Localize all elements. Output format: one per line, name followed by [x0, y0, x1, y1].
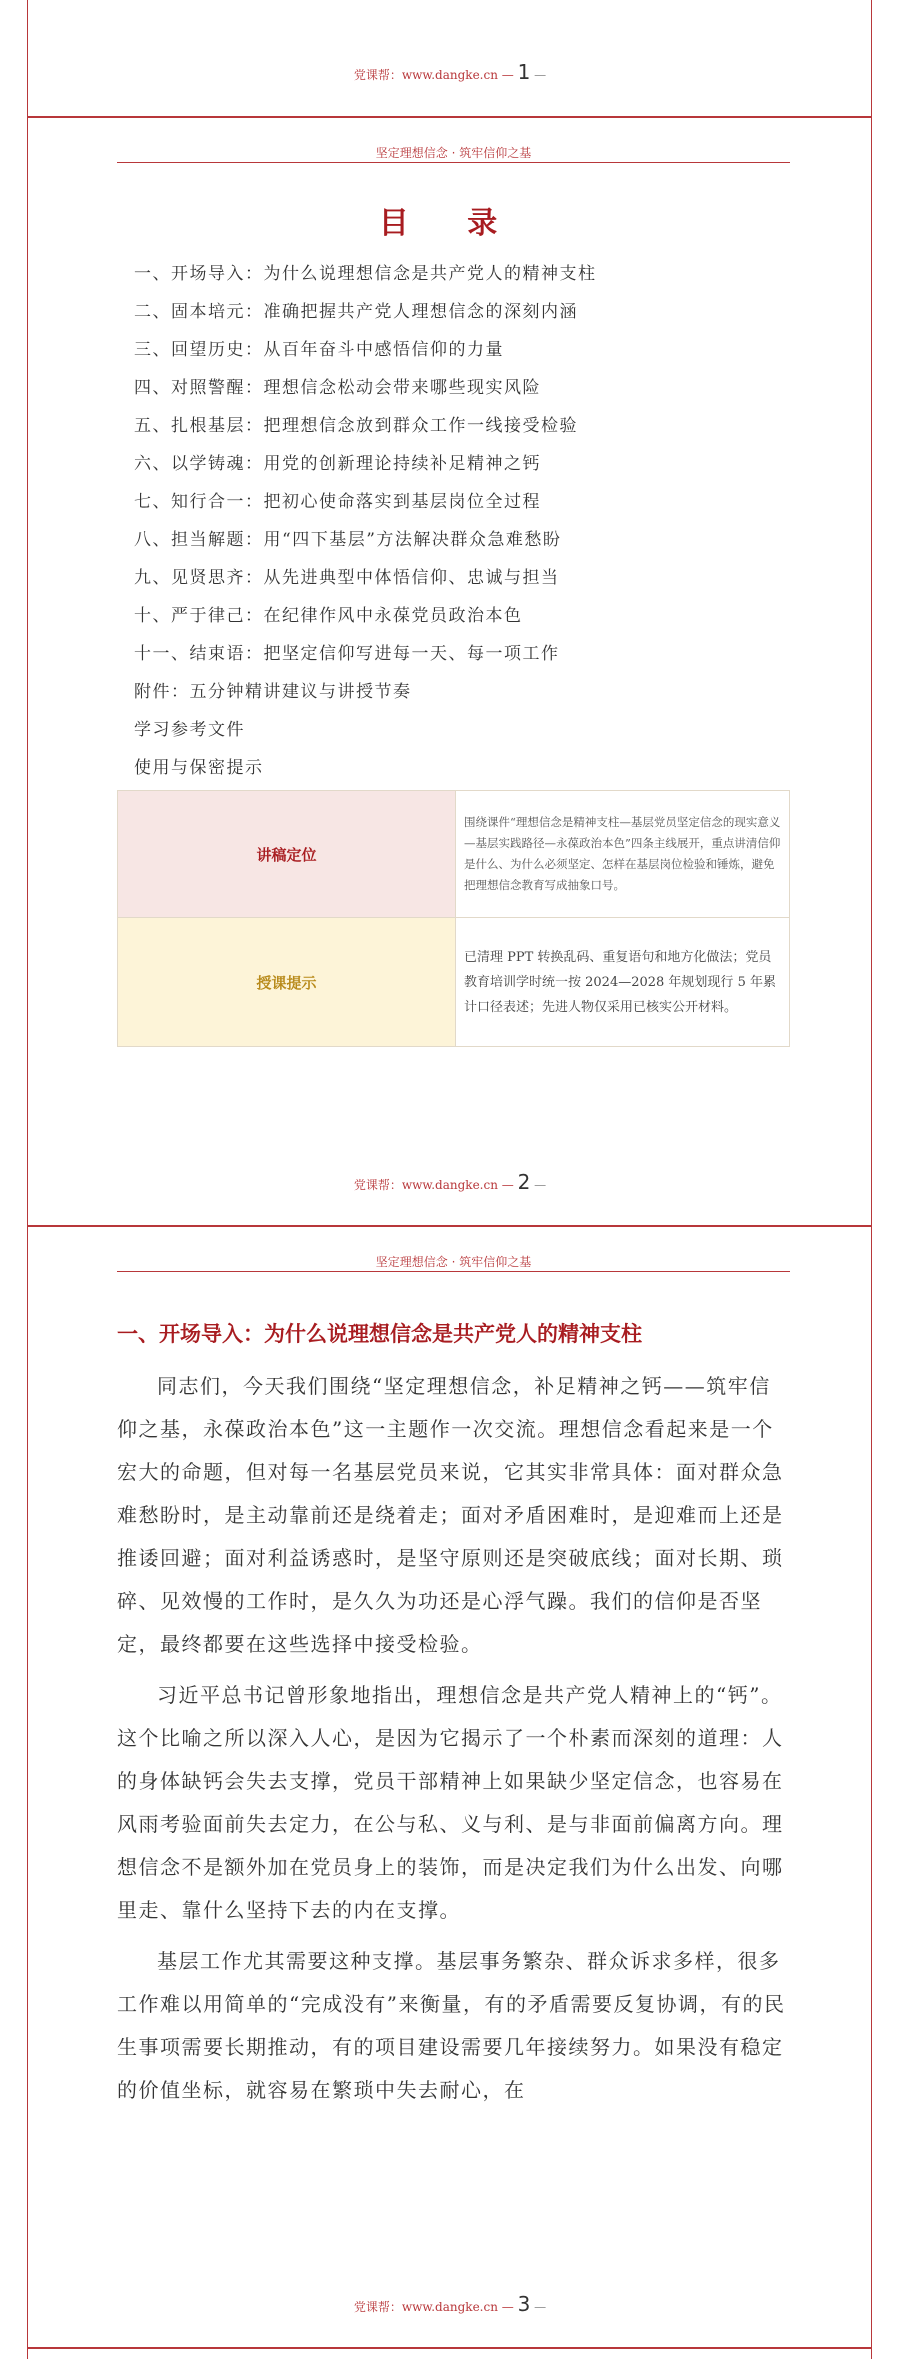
page-number: 2 [517, 1170, 531, 1194]
running-header: 坚定理想信念 · 筑牢信仰之基 [375, 1255, 532, 1269]
toc-item[interactable]: 五、扎根基层：把理想信念放到群众工作一线接受检验 [134, 416, 578, 436]
page-number: 3 [517, 2292, 531, 2316]
toc-item[interactable]: 使用与保密提示 [134, 758, 264, 778]
toc-title: 目 录 [378, 206, 522, 241]
toc-item[interactable]: 四、对照警醒：理想信念松动会带来哪些现实风险 [134, 378, 541, 398]
page-footer [0, 60, 900, 84]
toc-item[interactable]: 二、固本培元：准确把握共产党人理想信念的深刻内涵 [134, 302, 578, 322]
footer-dash: — [534, 68, 547, 82]
page-footer [0, 2292, 900, 2316]
positioning-label: 讲稿定位 [118, 791, 456, 918]
footer-site: 党课帮：www.dangke.cn — [353, 1178, 514, 1192]
body-paragraph: 同志们，今天我们围绕“坚定理想信念，补足精神之钙——筑牢信仰之基，永葆政治本色”这一主题作一次交流。理想信念看起来是一个宏大的命题，但对每一名基层党员来说，它其实非常具体：面对群众急难愁盼时，是主动靠前还是绕着走；面对矛盾困难时，是迎难而上还是推诿回避；面对利益诱惑时，是坚守原则还是突破底线；面对长期、琐碎、见效慢的工作时，是久久为功还是心浮气躁。我们的信仰是否坚定，最终都要在这些选择中接受检验。 [117, 1374, 784, 1656]
page-separator [27, 2347, 872, 2349]
footer-dash: — [534, 2300, 547, 2314]
table-row [118, 918, 790, 1047]
page-footer [0, 1170, 900, 1194]
footer-site: 党课帮：www.dangke.cn — [353, 2300, 514, 2314]
tips-text: 已清理 PPT 转换乱码、重复语句和地方化做法；党员教育培训学时统一按 2024—2028 年规划现行 5 年累计口径表述；先进人物仅采用已核实公开材料。 [456, 918, 790, 1047]
toc-item[interactable]: 七、知行合一：把初心使命落实到基层岗位全过程 [134, 492, 541, 512]
page-separator [27, 116, 872, 118]
toc-item[interactable]: 十一、结束语：把坚定信仰写进每一天、每一项工作 [134, 644, 560, 664]
page-number: 1 [517, 60, 531, 84]
header-rule [117, 162, 790, 163]
body-paragraph: 习近平总书记曾形象地指出，理想信念是共产党人精神上的“钙”。这个比喻之所以深入人心，是因为它揭示了一个朴素而深刻的道理：人的身体缺钙会失去支撑，党员干部精神上如果缺少坚定信念，也容易在风雨考验面前失去定力，在公与私、义与利、是与非面前偏离方向。理想信念不是额外加在党员身上的装饰，而是决定我们为什么出发、向哪里走、靠什么坚持下去的内在支撑。 [117, 1683, 784, 1922]
tips-label: 授课提示 [118, 918, 456, 1047]
running-header: 坚定理想信念 · 筑牢信仰之基 [375, 146, 532, 160]
body-paragraph: 基层工作尤其需要这种支撑。基层事务繁杂、群众诉求多样，很多工作难以用简单的“完成没有”来衡量，有的矛盾需要反复协调，有的民生事项需要长期推动，有的项目建设需要几年接续努力。如果没有稳定的价值坐标，就容易在繁琐中失去耐心，在 [117, 1949, 786, 2102]
toc-item[interactable]: 六、以学铸魂：用党的创新理论持续补足精神之钙 [134, 454, 541, 474]
toc-item[interactable]: 十、严于律己：在纪律作风中永葆党员政治本色 [134, 606, 523, 626]
toc-item[interactable]: 一、开场导入：为什么说理想信念是共产党人的精神支柱 [134, 264, 597, 284]
table-of-contents [134, 255, 814, 787]
header-rule [117, 1271, 790, 1272]
toc-item[interactable]: 九、见贤思齐：从先进典型中体悟信仰、忠诚与担当 [134, 568, 560, 588]
toc-item[interactable]: 三、回望历史：从百年奋斗中感悟信仰的力量 [134, 340, 504, 360]
section-body [117, 1365, 790, 2120]
toc-item[interactable]: 八、担当解题：用“四下基层”方法解决群众急难愁盼 [134, 530, 562, 550]
footer-site: 党课帮：www.dangke.cn — [353, 68, 514, 82]
toc-item[interactable]: 附件：五分钟精讲建议与讲授节奏 [134, 682, 412, 702]
table-row [118, 791, 790, 918]
section-heading: 一、开场导入：为什么说理想信念是共产党人的精神支柱 [117, 1322, 642, 1346]
toc-item[interactable]: 学习参考文件 [134, 720, 245, 740]
positioning-text: 围绕课件“理想信念是精神支柱—基层党员坚定信念的现实意义—基层实践路径—永葆政治本色”四条主线展开，重点讲清信仰是什么、为什么必须坚定、怎样在基层岗位检验和锤炼，避免把理想信念教育写成抽象口号。 [456, 791, 790, 918]
footer-dash: — [534, 1178, 547, 1192]
lecture-info-table [117, 790, 790, 1047]
page-separator [27, 1225, 872, 1227]
